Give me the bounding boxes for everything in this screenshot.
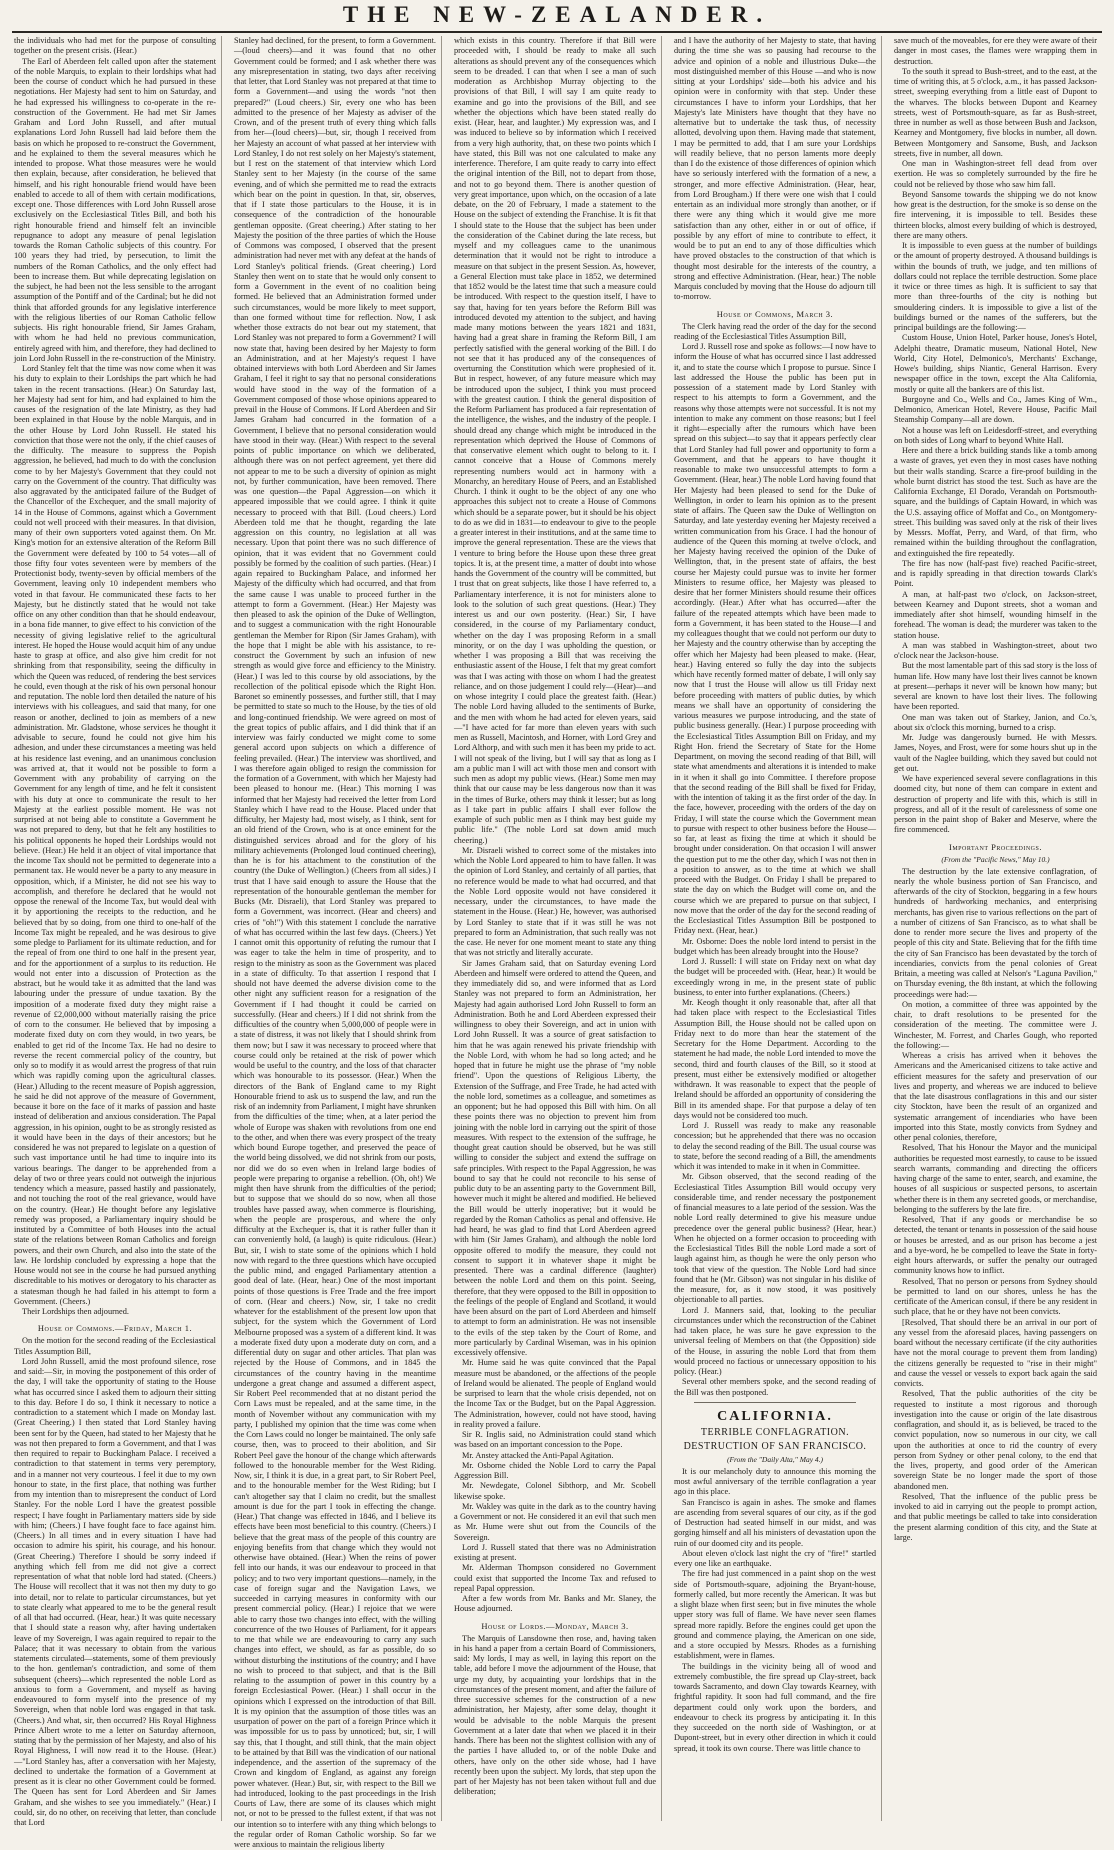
article-paragraph: Mr. Keogh thought it only reasonable that, after all that had taken place with respect to the Ecclesiastical Titles Assumption Bill, the House should not be called upon on Friday next to do more than hear the statement of the Secretary for the Home Department. According to the statement he had made, the noble Lord intended to move the second, third and fourth clauses of the Bill, so it stood at present, must either be extensively modified or altogether withdrawn. It was reasonable to expect that the people of Ireland should be afforded an opportunity of considering the Bill in its amended shape. For that purpose a delay of ten days would not be considered too much. — [674, 998, 876, 1120]
article-paragraph: Mr. Alderman Thompson considered no Government could exist that supported the Income Tax and refused to repeal Papal oppression. — [454, 1563, 656, 1593]
article-paragraph: It is our melancholy duty to announce this morning the most awful anniversary of the terrible conflagration a year ago in this place. — [674, 1466, 876, 1497]
article-source: (From the "Daily Alta," May 4.) — [726, 1454, 824, 1464]
article-paragraph: On motion, a committee of three was appointed by the chair, to draft resolutions to be presented for the consideration of the meeting. The committee were J. Winchester, M. Forrest, and Charles Gough, who reported the following:— — [894, 999, 1097, 1050]
section-divider — [694, 1402, 856, 1403]
article-paragraph: [Resolved, That should there be an arrival in our port of any vessel from the aforesaid places, having passengers on board without the necessary certificate (if the city authorities have not the moral courage to prevent them from landing) the citizens generally be requested to "rise in their might" and cause the vessel or vessels to export back again the said convicts. — [894, 1317, 1097, 1388]
section-heading: Important Proceedings. — [949, 841, 1042, 852]
article-paragraph: Mr. Hume said he was quite convinced that the Papal measure must be abandoned, or the affections of the people of Ireland would be alienated. The people of England would be surprised to learn that the whole crisis depended, not on the Income Tax or the Budget, but on the Papal Aggression. The Administration, however, could not have stood, having in reality proved a failure. — [454, 1358, 656, 1429]
article-paragraph: Lord J. Russell stated that there was no Administration existing at present. — [454, 1542, 656, 1562]
article-paragraph: Beyond Sansome towards the shipping we do not know how great is the destruction, for the smoke is so dense on the fire intervening, it is impossible to tell. Besides these thirteen blocks, almost every building of which is destroyed, there are many others. — [894, 189, 1097, 240]
masthead-rule — [12, 31, 1102, 33]
column-3 — [454, 36, 662, 1821]
section-heading: House of Lords.—Monday, March 3. — [481, 1620, 629, 1631]
article-paragraph: which exists in this country. Therefore if that Bill were proceeded with, I should be ready to make all such alterations as should prevent any of the consequences which seem to be dreaded. I can that when I see a man of such moderation as Archbishop Murray objecting to the provisions of that Bill, I will say I am quite ready to examine and go into the provisions of the Bill, and see whether the objections which have been stated really do exist. (Hear, hear, and laughter.) My expression was, and I was induced to believe so by information which I received from a very high authority, that, on these two points which I have stated, this Bill was not one calculated to make any interference. Therefore, I am quite ready to carry into effect the original intention of the Bill, not to depart from those, and not to go beyond them. There is another question of very great importance, upon which, on the occasion of a late debate, on the 20 of February, I made a statement to the House on the subject of extending the Franchise. It is fit that I should state to the House that the subject has been under the consideration of the Cabinet during the late recess, but myself and my colleagues came to the unanimous determination that it would not be right to introduce a measure on that subject in the present Session. As, however, a General Election must take place in 1852, we determined that 1852 would be the latest time that such a measure could be introduced. With respect to the question itself, I have to say that, having for ten years before the Reform Bill was introduced devoted my attention to the subject, and having made many motions between the years 1821 and 1831, having had a great share in framing the Reform Bill, I am perfectly satisfied with the general working of the Bill. I do not see that it has produced any of the consequences of overturning the Constitution which were prophesied of it. But in respect, however, of any future measure which may be introduced upon the subject, I think you must proceed with the greatest caution. I think the general disposition of the Reform Parliament has produced a fair representation of the intelligence, the wishes, and the industry of the people. I should dread any change which might be introduced in the representation which deprived the House of Commons of that conservative element which ought to belong to it. I cannot conceive that a House of Commons merely representing numbers would act in harmony with a Monarchy, an hereditary House of Peers, and an Established Church. I think it ought to be the object of any one who approaches this subject not to create a House of Commons which should be a separate power, but it should be his object to do as we did in 1831—to endeavour to give to the people a greater interest in their institutions, and at the same time to improve the general representation. These are the views that I venture to bring before the House upon these three great topics. It is, at the present time, a matter of doubt into whose hands the Government of the country will be committed, but I trust that on great subjects, like those I have referred to, a Parliamentary interference, it is not for ministers alone to look to the solution of such great questions. (Hear.) They interest us and our own posterity. (Hear.) Sir, I have considered, in the course of my Parliamentary conduct, whether on the day I was proposing Reform in a small minority, or on the day I was upholding the question, or whether I was proposing a Bill that was receiving the enthusiastic assent of the House, I felt that my great comfort was that I was acting with those on whom I had the greatest reliance, and on those judgement I could rely—(Hear)—and on whose integrity I could place the greatest faith. (Hear.) The noble Lord having alluded to the sentiments of Burke, and the men with whom he had acted for eleven years, said—"I have acted for far more than eleven years with such men as Russell, Macintosh, and Horner, with Lord Grey and Lord Althorp, and with such men it has been my pride to act. I will not speak of the living, but I will say that as long as I am a public man I will act with those men and consort with such men as adopt my public views. (Hear.) Some men may think that our cause may be less dangerous now than it was in the times of Burke, others may think it lesser; but as long as I take part in public affairs I shall ever follow the example of such public men as I think may best guide my public life." (The noble Lord sat down amid much cheering.) — [454, 36, 656, 845]
article-paragraph: Sir James Graham said, that on Saturday evening Lord Aberdeen and himself were ordered to attend the Queen, and they immediately did so, and were informed that as Lord Stanley was not prepared to form an Administration, her Majesty had again authorised Lord John Russell to form an Administration. Both he and Lord Aberdeen expressed their willingness to obey their Sovereign, and act in union with Lord John Russell. It was a source of great satisfaction to him that he was again renewed his private friendship with the Noble Lord, with whom he had so long acted; and he hoped that in future he might use the phrase of "my noble friend". Upon the questions of Religious Liberty, the Extension of the Suffrage, and Free Trade, he had acted with the noble lord, sometimes as a colleague, and sometimes as an opponent; but he had opposed this Bill with him. On all these points there was no objection to prevent him from joining with the noble lord in carrying out the spirit of those measures. With respect to the extension of the suffrage, he thought great caution should be observed, but he was still willing to consider the subject and extend the suffrage on safe principles. With respect to the Papal Aggression, he was bound to say that he could not reconcile to his sense of public duty to be an assenting party to the Government Bill, however much it might be altered and modified. He believed the Bill would be utterly inoperative; but it would be regarded by the Roman Catholics as penal and offensive. He had heard, he was glad to find that Lord Aberdeen agreed with him (Sir James Graham), and although the noble lord opposite offered to modify the measure, they could not consent to support it in whatever shape it might be presented. There was a cardinal difference (laughter) between the noble Lord and them on this point. Seeing, therefore, that they were opposed to the Bill in opposition to the feelings of the people of England and Scotland, it would have been absurd on the part of Lord Aberdeen and himself to attempt to form an administration. He was not insensible to the evils of the step taken by the Court of Rome, and more particularly by Cardinal Wiseman, was in his opinion excessively offensive. — [454, 958, 656, 1357]
article-paragraph: The destruction by the late extensive conflagration, of nearly the whole business portion of San Francisco, and afterwards of the city of Stockton, beggaring in a few hours hundreds of hardworking mechanics, and enterprising merchants, has given rise to various reflections on the part of a number of citizens of San Francisco, as to what shall be done to render more secure the lives and property of the people of this city and State. Believing that for the fifth time the city of San Francisco has been devastated by the torch of incendiaries, convicts from the penal colonies of Great Britain, a meeting was called at Nelson's "Laguna Pavilion," on Thursday evening, the 8th instant, at which the following proceedings were had:— — [894, 866, 1097, 999]
article-subheadline: DESTRUCTION OF SAN FRANCISCO. — [683, 1440, 867, 1452]
article-paragraph: The fire has now (half-past five) reached Pacific-street, and is rapidly spreading in that direction towards Clark's Point. — [894, 558, 1097, 589]
article-paragraph: Sir R. Inglis said, no Administration could stand which was based on an important concession to the Pope. — [454, 1430, 656, 1450]
article-headline: CALIFORNIA. — [717, 1408, 833, 1424]
article-paragraph: Their Lordships then adjourned. — [22, 1307, 129, 1316]
column-2 — [234, 36, 442, 1849]
article-paragraph: On the motion for the second reading of the Ecclesiastical Titles Assumption Bill, — [14, 1336, 216, 1356]
article-paragraph: the individuals who had met for the purpose of consulting together on the present crisis. (Hear.) — [14, 36, 216, 56]
article-paragraph: We have experienced several severe conflagrations in this doomed city, but none of them can compare in extent and destruction of property and life with this, which is still in progress, and all of it the result of carelessness of some one person in the paint shop of Baker and Meserve, where the fire commenced. — [894, 774, 1097, 835]
section-heading: House of Commons, March 3. — [716, 308, 834, 319]
article-source: (From the "Pacific News," May 10.) — [941, 854, 1050, 864]
article-paragraph: The Marquis of Lansdowne then rose, and, having taken in his hand a paper from a certain Board of Commissioners, said: My lords, I may as well, in laying this report on the table, add before I move the adjournment of the House, that urge my duty, by acquainting your lordships that in the circumstances of the present moment, and after the failure of three successive schemes for the construction of a new administration, her Majesty, after some delay, thought it would be advisable to the noble Marquis the present Government at a later date that when we placed it in their hands. There has been not the slightest collision with any of the parties I have alluded to, or of the noble Duke and others, have only on the other side whose, had I have recently been upon the subject. My lords, that step upon the part of her Majesty has not been taken without full and due deliberation; — [454, 1633, 656, 1797]
article-paragraph: save much of the moveables, for ere they were aware of their danger in most cases, the flames were wrapping them in destruction. — [894, 36, 1097, 66]
article-paragraph: Mr. Wakley was quite in the dark as to the country having a Government or not. He considered it an evil that such men as Mr. Hume were shut out from the Councils of the Sovereign. — [454, 1501, 656, 1542]
article-paragraph: One man was taken out of Starkey, Janion, and Co.'s, about six o'clock this morning, burned to a crisp. — [894, 712, 1097, 732]
article-paragraph: Mr. Osborne: Does the noble lord intend to persist in the budget which has been already brought into the House? — [674, 936, 876, 956]
article-paragraph: Lord J. Russell rose and spoke as follows:—I now have to inform the House of what has occurred since I last addressed it, and to state the course which I propose to pursue. Since I last addressed the House the public has been put in possession of a statement made by Lord Stanley with respect to his attempts to form a Government, and the reasons why those attempts were not successful. It is not my intention to make any comment on those reasons; but I feel it right—especially after the rumours which have been spread on this subject—to say that it appears perfectly clear that Lord Stanley had full power and opportunity to form a Government, and that he appears to have thought it reasonable to make two unsuccessful attempts to form a Government. (Hear, hear.) The noble Lord having found that Her Majesty had been pleased to send for the Duke of Wellington, in order to learn his opinion as to the present state of affairs. The Queen saw the Duke of Wellington on Saturday, and late yesterday evening her Majesty received a written communication from his Grace. I had the honour of audience of the Queen this morning at twelve o'clock, and her Majesty having received the opinion of the Duke of Wellington, that, in the present state of affairs, the best course her Majesty could pursue was to invite her former Ministers to resume office, her Majesty was pleased to desire that her former Ministers should resume their offices accordingly. (Hear.) After what has occurred—after the failure of the repeated attempts which have been made to form a Government, it has been stated to the House—I and my colleagues thought that we could not perform our duty to her Majesty and the country otherwise than by accepting the offer which her Majesty had been pleased to make. (Hear, hear.) Having entered so fully the day into the subjects which have recently formed matter of debate, I will only say now that I trust the House will allow us till Friday next before proceeding with matters of public duties, by which means we shall have an opportunity of considering the various measures we purpose introducing, and the state of public business generally. (Hear.) I purpose proceeding with the Ecclesiastical Titles Assumption Bill on Friday, and my Right Hon. friend the Secretary of State for the Home Department, on moving the second reading of that Bill, will state what amendments and alterations it is intended to make in it when it shall go into Committee. I therefore propose that the second reading of the Bill shall be fixed for Friday, with the intention of taking it as the first order of the day. In the face, however, proceeding with the orders of the day on Friday, I will state the course which the Government mean to pursue with respect to other business before the House—so far, at least as fixing the time at which it should be brought under consideration. On that occasion I will answer the question put to me the other day, which I was not then in a position to answer, as to the time at which we shall proceed with the Budget. On Friday I shall be prepared to state the day on which the Budget will come on, and the course which we are prepared to pursue on that subject, I now move that the order of the day for the second reading of the Ecclesiastical Titles Assumption Bill be postponed to Friday next. (Hear, hear.) — [674, 342, 876, 936]
article-paragraph: Lord J. Manners said, that, looking to the peculiar circumstances under which the reconstruction of the Cabinet had taken place, he was sure he gave expression to the universal feeling of Members on that (the Opposition) side of the House, in assuring the noble Lord that from them would proceed no factious or unnecessary opposition to his policy. (Hear.) — [674, 1305, 876, 1376]
article-paragraph: One man in Washington-street fell dead from over exertion. He was so completely surrounded by the fire he could not be relieved by those who saw him fall. — [894, 159, 1097, 189]
article-paragraph: After a few words from Mr. Banks and Mr. Slaney, the House adjourned. — [454, 1594, 656, 1614]
columns — [14, 36, 1102, 1849]
article-paragraph: Lord J. Russell was ready to make any reasonable concession; but he apprehended that there was no occasion to delay the second reading of the Bill. The usual course was to state, before the second reading of a Bill, the amendments which it was intended to make in it when in Committee. — [674, 1121, 876, 1171]
article-paragraph: Resolved, That no person or persons from Sydney should be permitted to land on our shores, unless he has the certificate of the American consul, if there be any resident in such place, that he or they have not been convicts. — [894, 1276, 1097, 1317]
article-paragraph: But the most lamentable part of this sad story is the loss of human life. How many have lost their lives cannot be known at present—perhaps it never will be known how many; but several are known to have lost their lives. The following have been reported. — [894, 661, 1097, 712]
article-paragraph: Mr. Disraeli wished to correct some of the mistakes into which the Noble Lord appeared to him to have fallen. It was the opinion of Lord Stanley, and certainly of all parties, that no reference would be made to what had occurred, and that the Noble Lord opposite would not have considered it necessary, under the circumstances, to have made the statement in the House. (Hear.) He, however, was authorised by Lord Stanley to state that if it was still he was not prepared to form an Administration, that such really was not the case. He never for one moment meant to state any thing that was not strictly and literally accurate. — [454, 845, 656, 958]
article-paragraph: Mr. Judge was dangerously burned. He with Messrs. James, Noyes, and Frost, were for some hours shut up in the vault of the Naglee building, which they saved but could not get out. — [894, 733, 1097, 773]
article-paragraph: To the south it spread to Bush-street, and to the east, at the time of writing this, at 5 o'clock, a.m., it has passed Jackson-street, sweeping everything from a little east of Dupont to the wharves. The blocks between Dupont and Kearney streets, west of Portsmouth-square, as far as Bush-street, three in number as well as those between Bush and Jackson, Kearney and Montgomery, five blocks in number, all down. Between Montgomery and Sansome, Bush, and Jackson streets, five in number, all down. — [894, 66, 1097, 158]
article-paragraph: Resolved, That the public authorities of the city be requested to institute a most rigorous and thorough investigation into the cause or origin of the late disastrous conflagration, and should it, as is believed, be traced to the convict population, now so numerous in our city, we call upon the authorities at once to rid the country of every person from Sydney or other penal colony, to the end that the lives, property, and good order of the American sovereign State be no longer made the sport of those abandoned men. — [894, 1389, 1097, 1491]
article-paragraph: Mr. Gibson observed, that the second reading of the Ecclesiastical Titles Assumption Bill would occupy very considerable time, and render necessary the postponement of financial measures to a late period of the session. Was the noble Lord really determined to give his measure undue precedence over the general public business? (Hear, hear.) When he objected on a former occasion to proceeding with the Ecclesiastical Titles Bill the noble Lord made a sort of laugh against him, as though he were the only person who took that view of the question. The Noble Lord had since found that he (Mr. Gibson) was not singular in his dislike of the measure, for, as it now stood, it was positively objectionable to all parties. — [674, 1172, 876, 1305]
article-paragraph: The Earl of Aberdeen felt called upon after the statement of the noble Marquis, to explain to their lordships what had been the course of conduct which he had pursued in these negotiations. Her Majesty had sent to him on Saturday, and he had expressed his willingness to co-operate in the re-construction of the Government. He had met Sir James Graham and Lord John Russell, and after mutual explanations Lord John Russell had laid before them the basis on which he proposed to re-construct the Government, and he explained to them the several measures which he intended to propose. What those measures were he would then explain, because, after consideration, he believed that himself, and his right honourable friend would have been enabled to accede to all of them with certain modifications, except one. Those differences with Lord John Russell arose exclusively on the Ecclesiastical Titles Bill, and both his right honourable friend and himself felt an invincible repugnance to adopt any measure of penal legislation towards the Roman Catholic subjects of this country. For 100 years they had tried, by persecution, to limit the numbers of the Roman Catholics, and the only effect had been to increase them. But while deprecating legislation on the subject, he had been not the less sensible to the arrogant assumption of the Pontiff and of the Cardinal; but he did not think that afforded grounds for any legislative interference with the religious liberties of our Roman Catholic fellow subjects. His right honourable friend, Sir James Graham, with whom he had held no previous communication, entirely agreed with him, and therefore, they had declined to join Lord John Russell in the re-construction of the Ministry. — [14, 56, 216, 363]
article-paragraph: and I have the authority of her Majesty to state, that having during the time she was so pausing had recourse to the advice and opinion of a noble and illustrious Duke—the most distinguished member of this House —and who is now sitting at your Lordships' side—both his advice and his opinion were in conformity with that step. Under these circumstances I have to inform your Lordships, that her Majesty's late Ministers have thought that they have no alternative but to undertake the task thus, of necessity allotted, devolving upon them. Having made that statement, I may be permitted to add, that I am sure your Lordships will readily believe, that no person laments more deeply than I do the existence of those differences of opinion which have so seriously interfered with the formation of a new, a stronger, and more effective Administration. (Hear, hear, from Lord Brougham.) If there were one wish that I could entertain as an individual more strongly than another, or if there were any thing which it would give me more satisfaction than any other, either in or out of office, if possible by any effort of mine to contribute to effect, it would be to put an end to any of those difficulties which have proved obstacles to the construction of that which is thought most desirable for the interests of the country, a strong and effective Administration. (Hear, hear.) The noble Marquis concluded by moving that the House do adjourn till to-morrow. — [674, 36, 876, 302]
article-paragraph: Resolved, That if any goods or merchandise be so detected, the tenant or tenants in possession of the said house or houses be arrested, and as our prison has become a jest and a bye-word, he be compelled to leave the State in forty-eight hours afterwards, or suffer the penalty our outraged community knows how to inflict. — [894, 1215, 1097, 1276]
article-paragraph: Resolved, That the influence of the public press be invoked to aid in carrying out the people to prompt action, and that public meetings be called to take into consideration the present alarming condition of this city, and the State at large. — [894, 1491, 1097, 1542]
column-5 — [894, 36, 1102, 1821]
article-paragraph: Custom House, Union Hotel, Parker house, Jones's Hotel, Adelphi theatre, Dramatic museum, National Hotel, New World, City Hotel, Delmonico's, Merchants' Exchange, Howe's building, ships Niantic, General Harrison. Every newspaper office in the town, except the Alta California, mostly or quite all the bankers are of this list. — [894, 333, 1097, 394]
article-paragraph: A man, at half-past two o'clock, on Jackson-street, between Kearney and Dupont streets, shot a woman and immediately after shot himself, wounding himself in the forehead. The woman is dead; the murderer was taken to the station house. — [894, 589, 1097, 640]
article-paragraph: Mr. Newdegate, Colonel Sibthorp, and Mr. Scobell likewise spoke. — [454, 1481, 656, 1501]
masthead-title: THE NEW-ZEALANDER. — [342, 2, 772, 27]
article-paragraph: Here and there a brick building stands like a tomb among a waste of graves, yet even they in most cases have nothing but their walls standing. Scarce a fire-proof building in the whole burnt district has stood the test. Such as have are the California Exchange, El Dorado, Verandah on Portsmouth-square, and the buildings of Captain Howard, in which was the U.S. assaying office of Moffat and Co., on Montgomery-street. This building was saved only at the risk of their lives by Messrs. Moffat, Perry, and Ward, of that firm, who remained within the building throughout the conflagration, and extinguished the fire repeatedly. — [894, 446, 1097, 558]
article-paragraph: Mr. Anstey attacked the Anti-Papal Agitation. — [462, 1450, 614, 1460]
article-paragraph: The Clerk having read the order of the day for the second reading of the Ecclesiastical Titles Assumption Bill, — [674, 321, 876, 341]
column-4 — [674, 36, 882, 1821]
article-paragraph: Lord J. Russell: I will state on Friday next on what day the budget will be proceeded with. (Hear, hear.) It would be exceedingly wrong in me, in the present state of public business, to enter into further explanations. (Cheers.) — [674, 957, 876, 997]
article-paragraph: About eleven o'clock last night the cry of "fire!" startled every one like an earthquake. — [674, 1548, 876, 1568]
article-paragraph: Resolved, That his Honour the Mayor and the municipal authorities be requested most earnestly, to cause to be issued search warrants, commanding and directing the officers having charge of the same to enter, search, and examine, the houses of all suspicious or suspected persons, to ascertain whether there is in them any secreted goods, or merchandise, belonging to the sufferers by the late fire. — [894, 1143, 1097, 1214]
article-paragraph: Stanley had declined, for the present, to form a Government.—(loud cheers)—and it was found that no other Government could be formed; and I ask whether there was any misrepresentation in stating, two days after receiving that letter, that Lord Stanley was not prepared at that time to form a Government—and using the words "not then prepared?" (Loud cheers.) Sir, every one who has been admitted to the presence of her Majesty as adviser of the Crown, and of the present truth of every thing which falls from her—(loud cheers)—but, sir, though I received from her Majesty an account of what passed at her interview with Lord Stanley, I do not rest solely on her Majesty's statement, but I rest on the statement of that interview which Lord Stanley sent to her Majesty (in the course of the same evening, and of which she permitted me to read the extracts which bear on the point in question. In that, sir, observes, that if I state those particulars to the House, it is in consequence of the contradiction of the honourable gentleman opposite. (Great cheering.) After stating to her Majesty the position of the three parties of which the House of Commons was composed, I observed that the present administration had never met with any defeat at the hands of Lord Stanley's political friends. (Great cheering.) Lord Stanley then went on to state that he would only consent to form a Government in the event of no coalition being formed. He believed that an Administration formed under such circumstances, would be more likely to meet support, than one formed without time for reflection. Now, I ask whether those extracts do not bear out my statement, that Lord Stanley was not prepared to form a Government? I will now state that, having been desired by her Majesty to form an Administration, and at her Majesty's request I have obtained interviews with both Lord Aberdeen and Sir James Graham, I feel it right to say that no personal considerations would have stood in the way of the formation of a Government composed of those whose opinions appeared to prevail in the House of Commons. If Lord Aberdeen and Sir James Graham had concurred in the formation of a Government, I believe that no personal consideration would have stood in their way. (Hear.) With respect to the several points of public importance on which we deliberated, although there was on not perfect agreement, yet there did not appear to me to be such a diversity of opinion as might not, by further communication, have been removed. There was one question—the Papal Aggression—on which it appeared impossible that we could agree. I think it quite necessary to proceed with that Bill. (Loud cheers.) Lord Aberdeen told me that he thought, regarding the late aggression on this country, no legislation at all was necessary. Upon that point there was no such difference of opinion, that it was evident that no Government could possibly be formed by the coalition of such parties. (Hear.) I again repaired to Buckingham Palace, and informed her Majesty of the difficulty which had occurred, and that from the same cause I was unable to proceed further in the attempt to form a Government. (Hear.) Her Majesty was then pleased to ask the opinion of the Duke of Wellington, and to suggest a communication with the right Honourable gentleman the Member for Ripon (Sir James Graham), with the hope that I might be able with his assistance, to re-construct the Government by such an infusion of new strength as would give force and efficiency to the Ministry. (Hear.) I was led to this course by old associations, by the recollection of the political episode which the Right Hon. Baronet so eminently possesses, and further still, that I may be permitted to state so much to the House, by the ties of old and long-continued friendship. We were agreed on most of the great topics of public affairs, and I did think that if an interview was fairly conducted we might come to some general accord upon subjects on which a difference of feeling prevailed. (Hear.) The interview was shortlived, and I was therefore again obliged to resign the commission for the formation of a Government, with which her Majesty had been pleased to honour me. (Hear.) This morning I was informed that her Majesty had received the letter from Lord Stanley which I have read to the House. Placed under that difficulty, her Majesty had, most wisely, as I think, sent for an old friend of the Crown, who is at once eminent for the distinguished services abroad and for the glory of his military achievements (Prolonged loud continued cheering), than he is for his attachment to the constitution of the country (the Duke of Wellington.) (Cheers from all sides.) I trust that I have said enough to assure the House that the representation of the honourable gentleman the member for Bucks (Mr. Disraeli), that Lord Stanley was prepared to form a Government, was incorrect. (Hear and cheers) and cries of "oh!") With this statement I conclude the narrative of what has occurred within the last few days. (Cheers.) Yet I cannot omit this opportunity of refuting the rumour that I was eager to take the helm in time of prosperity, and to resign to the ministry as soon as the Government was placed in a state of difficulty. To that assertion I respond that I should not have deemed the adverse division come to the other night any sufficient reason for a resignation of the Government if I had thought it could be carried on successfully. (Hear and cheers.) If I did not shrink from the difficulties of the country when 5,000,000 of people were in a state of distress, it was not likely that I should shrink from them now; but I saw it was necessary to proceed where that course could only be retained at the risk of power which would be useful to the country, and the loss of that character which was honourable to its possessor. (Hear.) When the directors of the Bank of England came to my Right Honourable friend to ask us to suspend the law, and run the risk of an indemnity from Parliament, I might have shrunken from the difficulties of the time; when, at a later period the whole of Europe was shaken with revolutions from one end to the other, and when there was every prospect of the treaty which bound Europe together, and preserved the peace of the world being dissolved, we did not shrink from our posts, nor did we do so even when in Ireland large bodies of people were preparing to organise a rebellion. (Oh, oh!) We might then have shrunk from the difficulties of the period; but to suppose that we should do so now, when all those troubles have passed away, when commerce is flourishing, when the people are prosperous, and where the only difficulty at the Exchequer is, that it is rather fuller than it can conveniently hold, (a laugh) is quite ridiculous. (Hear.) But, sir, I wish to state some of the opinions which I hold now with regard to the three questions which have occupied the public mind, and engaged Parliamentary attention a good deal of late. (Hear, hear.) One of the most important points of those questions is Free Trade and the free import of corn. (Hear and cheers.) Now, sir, I take no credit whatever for the establishment of the present low upon that subject, for the system which the Government of Lord Melbourne proposed was a system of a different kind. It was a moderate fixed duty upon a moderate duty on corn, and a differential duty on sugar and other articles. That plan was rejected by the House of Commons, and in 1845 the circumstances of the country having in the meantime undergone a great change and assumed a different aspect, Sir Robert Peel recommended that at no distant period the Corn Laws must be repealed, and at the same time, in the month of November without any communication with my party, I published my opinion that the time was come when the Corn Laws could no longer be maintained. The only safe course, then, was to proceed to their abolition, and Sir Robert Peel gave the honour of the change which afterwards followed to the honourable member for the West Riding. Now, sir, I think it is due, in a great part, to Sir Robert Peel, and to the honourable member for the West Riding; but I can't altogether say that I claim no credit, but the smallest amount is due for the part I took in effecting the change. (Hear.) That change was effected in 1846, and I believe its effects have been most beneficial to this country. (Cheers.) I believe that the great mass of the people of this country are enjoying benefits from that change which they would not otherwise have obtained. (Hear.) When the reins of power fell into our hands, it was our endeavour to proceed in that policy; and to two very important questions—namely, in the case of foreign sugar and the Navigation Laws, we succeeded in carrying measures in conformity with our present commercial policy. (Hear.) I rejoice that we were able to carry those two changes into effect, with the willing concurrence of the two Houses of Parliament, for it appears to me that while we are endeavouring to carry any such changes into effect, we should, as far as possible, do so without disturbing the institutions of the country; and I have no wish to proceed to that subject, and that is the Bill relating to the assumption of power in this country by a foreign Ecclesiastical Power. (Hear.) I shall occur in the opinions which I expressed on the introduction of that Bill. It is my opinion that the assumption of those titles was an usurpation of power on the part of a foreign Prince which it was impossible for us to pass by unnoticed; but, sir, I will say this, that I thought, and still think, that the main object to be attained by that Bill was the vindication of our national independence, and the assertion of the supremacy of the Crown and kingdom of England, as against any foreign power whatever. (Hear.) But, sir, with respect to the Bill we had introduced, looking to the past proceedings in the Irish Courts of Law, there are some of its clauses which might not, or not to be pressed to the fullest extent, if that was not our intention so to interfere with any thing which belongs to the regular order of Roman Catholic worship. So far we were anxious to maintain the religious liberty — [234, 36, 436, 1849]
article-paragraph: It is impossible to even guess at the number of buildings or the amount of property destroyed. A thousand buildings is within the bounds of truth, we judge, and ten millions of dollars could not replace the terrible destruction. Some place it twice or three times as high. It is sufficient to say that more than three-fourths of the city is nothing but smouldering cinders. It is impossible to give a list of the buildings burned or the names of the sufferers, but the principal buildings are the following:— — [894, 241, 1097, 332]
article-paragraph: Lord Stanley felt that the time was now come when it was his duty to explain to their Lordships the part which he had taken in the recent transactions. (Hear.) On Saturday last, her Majesty had sent for him, and had explained to him the causes of the resignation of the late Ministry, as they had been explained in that House by the noble Marquis, and in the other House by Lord John Russell. He stated his conviction that those were not the only, if the chief causes of the difficulty. The measure to suppress the Popish aggression, he believed, had much to do with the conclusion come to by her Majesty's Government that they could not carry on the Government of the country. That difficulty was also aggravated by the anticipated failure of the Budget of the Chancellor of the Exchequer, and the small majority of 14 in the House of Commons, against which a Government could not well proceed with their measures. In that division, many of their own supporters voted against them. On Mr. King's motion for an extensive alteration of the Reform Bill the Government were defeated by 100 to 54 votes—all of those fifty four votes seventeen were by members of the Protectionist body, twenty-seven by official members of the Government, leaving only 10 independent members who voted in that favour. He communicated these facts to her Majesty, but he distinctly stated that he would not take office on any other condition than that he should endeavour, in a bona fide manner, to give effect to his conviction of the necessity of giving legislative relief to the agricultural interest. He hoped the House would acquit him of any undue haste to grasp at office, and also give him credit for not shrinking from that responsibility, seeing the difficulty in which the Queen was reduced, of rendering the best services he could, even though at the risk of his own personal honour and reputation. The noble lord then detailed the nature of his interviews with his colleagues, and said that many, for one reason or another, declined to join as members of a new administration. Mr. Gladstone, whose services he thought it advisable to secure, found he could not give him his adhesion, and under these circumstances a meeting was held at his residence last evening, and an unanimous conclusion was arrived at, that it would not be possible to form a Government with any probability of carrying on the Government for any length of time, and he felt it consistent with his duty at once to communicate the result to her Majesty at the earliest possible moment. He was not surprised at not being able to constitute a Government he was not prepared to deny, but that he felt any hostilities to his political opponents he hoped their Lordships would not believe. (Hear.) He held it an object of vital importance that the income Tax should not be permitted to degenerate into a permanent tax. He would never be a party to any measure in opposition, which, if a Minister, he did not see his way to accomplish, and therefore he declared that he would not oppose the renewal of the Income Tax, but would deal with it by apportioning the receipts to the reduction, and he believed that by so doing, from one third to one-half of the Income Tax might be repealed, and he was desirous to give some pledge to Parliament for its ultimate reduction, and for the repeal of from one third to one half in the present year, and for the apportionment of a surplus to its reduction. He would not enter into a discussion of Protection as the abstract, but he would take it as admitted that the land was labouring under the pressure of undue taxation. By the imposition of a moderate fixed duty they might raise a revenue of £2,000,000 without materially raising the price of corn to the consumer. He believed that by imposing a moderate fixed duty on corn they would, in two years, be enabled to get rid of the Income Tax. He had no desire to reverse the recent commercial policy of the country, but only so to modify it as would arrest the progress of that ruin which was rapidly coming upon the agricultural classes. (Hear.) Alluding to the recent measure of Popish aggression, he said he did not approve of the measure of Government, because it bore on the face of it marks of passion and haste instead of deliberation and anxious consideration. The Papal aggression, in his opinion, ought to be as strongly resisted as it would have been in the days of their ancestors; but he considered he was not prepared to legislate on a question of such vast importance until he had time to inquire into its various bearings. The danger to be apprehended from a delay of two or three years could not outweigh the injurious tendency which a measure, passed hastily and passionately, and not touching the root of the real grievance, would have on the country. (Hear.) He thought before any legislative remedy was proposed, a Parliamentary inquiry should be instituted by a Committee of both Houses into the actual state of the relations between Roman Catholics and foreign powers, and their own Church, and also into the state of the law. He lordship concluded by expressing a hope that the House would not see in the course he had pursued anything discreditable to his motives or derogatory to his character as a statesman though he had failed in his attempt to form a Government. (Cheers.) — [14, 364, 216, 1306]
article-paragraph: Mr. Osborne chided the Noble Lord to carry the Papal Aggression Bill. — [454, 1460, 656, 1480]
article-paragraph: Not a house was left on Leidesdorff-street, and everything on both sides of Long wharf to beyond White Hall. — [894, 425, 1097, 445]
section-heading: House of Commons.—Friday, March 1. — [37, 1323, 193, 1334]
article-paragraph: Whereas a crisis has arrived when it behoves the Americans and the Americanised citizens to take active and efficient measures for the safety and preservation of our lives and property, and whereas we are induced to believe that the late disastrous conflagrations in this and our sister city Stockton, have been the result of an organized and systematic arrangement of incendiaries who have been imported into this State, mostly convicts from Sydney and other penal colonies, therefore, — [894, 1051, 1097, 1142]
article-paragraph: San Francisco is again in ashes. The smoke and flames are ascending from several squares of our city, as if the god of Destruction had seated himself in our midst, and was gorging himself and all his ministers of devastation upon the ruin of our doomed city and its people. — [674, 1497, 876, 1548]
masthead — [0, 0, 1114, 30]
article-paragraph: Several other members spoke, and the second reading of the Bill was then postponed. — [674, 1377, 876, 1397]
column-1 — [14, 36, 222, 1827]
article-paragraph: Burgoyne and Co., Wells and Co., James King of Wm., Delmonico, American Hotel, Revere House, Pacific Mail Steamship Company—all are down. — [894, 394, 1097, 425]
article-paragraph: The buildings in the vicinity being all of wood and extremely combustible, the fire spread up Clay-street, back towards Sacramento, and down Clay towards Kearney, with frightful rapidity. It soon had full command, and the fire department could only work upon the borders, and endeavour to check its progress by anticipating it. In this they succeeded on the north side of Washington, or at Dupont-street, but in every other direction in which it could spread, it took its own course. There was little chance to — [674, 1661, 876, 1753]
article-paragraph: Lord John Russell, amid the most profound silence, rose and said:—Sir, in moving the postponement of this order of the day, I will take the opportunity of stating to the House what has occurred since I asked them to adjourn their sitting to this day. Before I do so, I think it necessary to notice a contradiction to a statement which I made on Monday last. (Great Cheering.) I then stated that Lord Stanley having been sent for by the Queen, had stated to her Majesty that he was not then prepared to form a Government, and that I was then required to repair to Buckingham Palace. I received a contradiction to that statement in terms very peremptory, and in a manner not very courteous. I feel it due to my own honour to state, in the first place, that nothing was further from my intention than to misrepresent the conduct of Lord Stanley. For the noble Lord I have the greatest possible respect; I have fought in Parliamentary matters side by side with him; (Cheers.) I have fought face to face against him. (Cheers.) In all times and in every situation I have had occasion to admire his spirit, his courage, and his honour. (Great Cheering.) Therefore I should be sorry indeed if anything which fell from me did not give a correct representation of what that noble lord had stated. (Cheers.) The House will recollect that it was not then my duty to go into detail, nor to relate to particular circumstances, but yet to state clearly what appeared to me to be the general result of all that had occurred. (Hear, hear.) It was quite necessary that I should state a reason why, after having undertaken leave of my Sovereign, I was again required to repair to the Palace; that it was necessary to obtain from the various statements circulated—statements, some of them previously to the hon. gentleman's contradiction, and some of them subsequent (cheers)—which represented the noble Lord as anxious to form a Government, and myself as having endeavoured to form myself into the presence of my Sovereign, when that noble lord was engaged in that task. (Cheers.) And what, sir, then occurred? His Royal Highness Prince Albert wrote to me a letter on Saturday afternoon, stating that by the permission of her Majesty, and also of his Royal Highness, I will now read it to the House. (Hear.) —"Lord Stanley has, after a conversation with her Majesty, declined to undertake the formation of a Government at present as it is clear no other Government could be formed. The Queen has sent for Lord Aberdeen and Sir James Graham, and she wishes to see you immediately." (Hear.) I could, sir, do no other, on receiving that letter, than conclude that Lord — [14, 1356, 216, 1827]
article-subheadline: TERRIBLE CONFLAGRATION. — [700, 1426, 850, 1438]
article-paragraph: The fire had just commenced in a paint shop on the west side of Portsmouth-square, adjoining the Bryant-house, formerly called, but more recently the American. It was but a slight blaze when first seen; but in five minutes the whole upper story was full of flame. We have never seen flames spread more rapidly. Before the engines could get upon the ground and commence playing, the American on one side, and a store occupied by Messrs. Rhodes as a furnishing establishment, were in flames. — [674, 1569, 876, 1661]
article-paragraph: A man was stabbed in Washington-street, about two o'clock near the Jackson-house. — [894, 640, 1097, 660]
